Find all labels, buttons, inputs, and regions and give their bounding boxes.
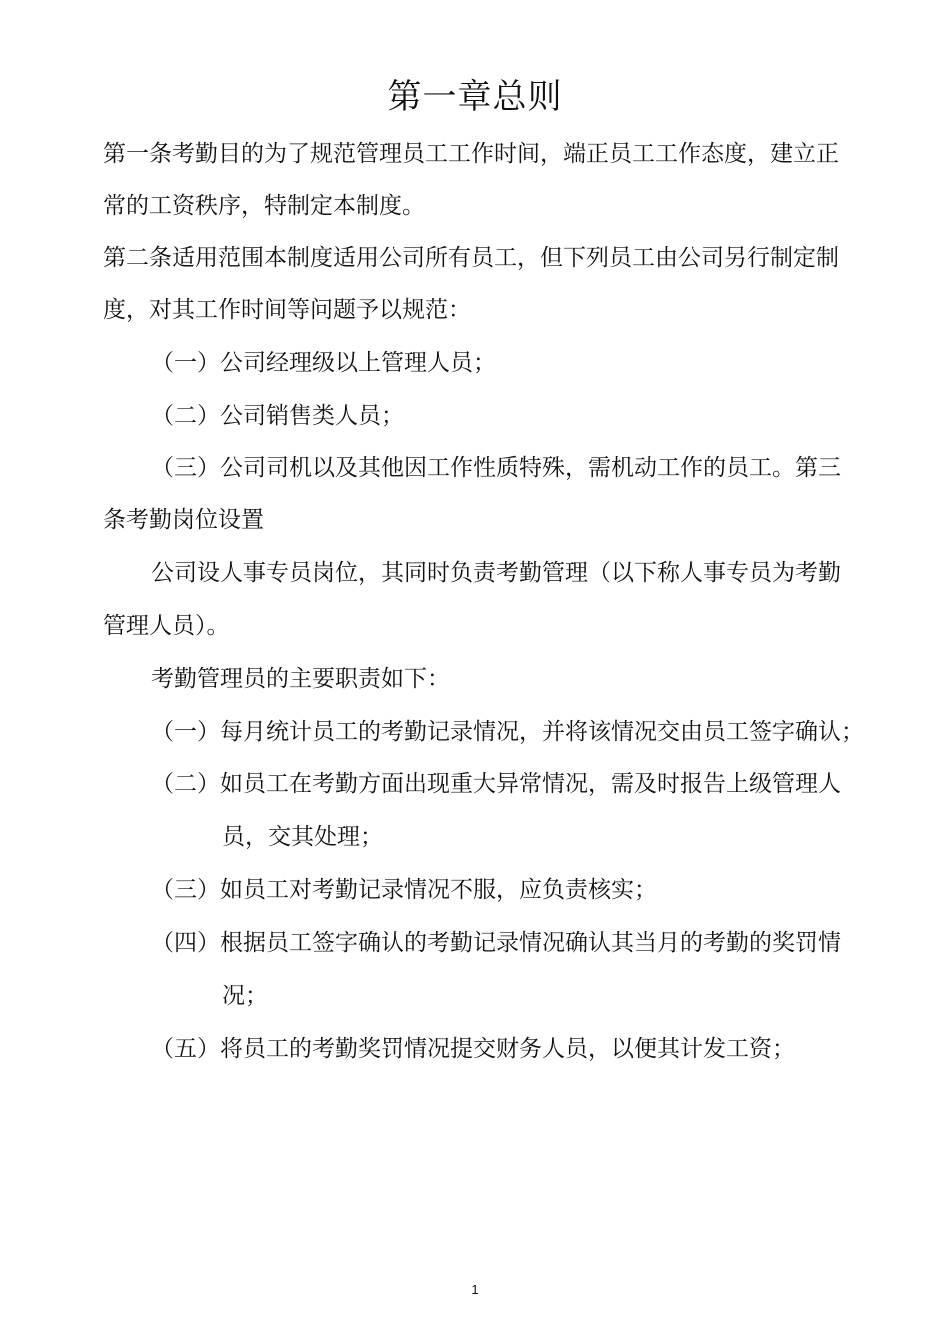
list-item: （五）将员工的考勤奖罚情况提交财务人员，以便其计发工资； [151,1036,795,1062]
chapter-title: 第一章总则 [387,77,563,117]
list-item: （二）如员工在考勤方面出现重大异常情况，需及时报告上级管理人 [151,771,841,797]
paragraph-line: 第一条考勤目的为了规范管理员工工作时间，端正员工工作态度，建立正 [103,141,839,167]
paragraph-line: 度，对其工作时间等问题予以规范： [103,297,471,323]
list-item: （一）公司经理级以上管理人员； [151,350,496,376]
paragraph-line: 第二条适用范围本制度适用公司所有员工，但下列员工由公司另行制定制 [103,245,839,271]
list-item: （一）每月统计员工的考勤记录情况，并将该情况交由员工签字确认； [151,719,864,745]
paragraph-line: 考勤管理员的主要职责如下： [151,666,450,692]
list-item-continuation: 员，交其处理； [222,824,383,850]
paragraph-line: 管理人员）。 [103,613,230,639]
list-item: （二）公司销售类人员； [151,403,404,429]
list-item: （四）根据员工签字确认的考勤记录情况确认其当月的考勤的奖罚情 [151,930,841,956]
page-number: 1 [471,1282,479,1297]
list-item: （三）如员工对考勤记录情况不服，应负责核实； [151,877,657,903]
list-item: （三）公司司机以及其他因工作性质特殊，需机动工作的员工。第三 [151,455,841,481]
list-item-continuation: 况； [222,983,268,1009]
paragraph-line: 条考勤岗位设置 [103,507,264,533]
paragraph-line: 公司设人事专员岗位，其同时负责考勤管理（以下称人事专员为考勤 [151,560,841,586]
paragraph-line: 常的工资秩序，特制定本制度。 [103,193,425,219]
